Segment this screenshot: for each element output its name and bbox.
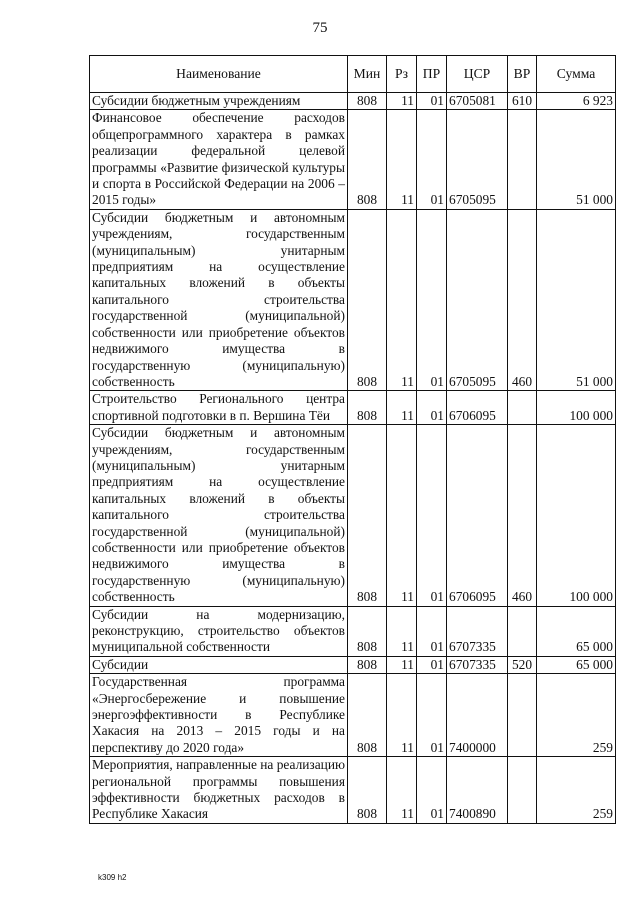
row-min: 808 [348,425,387,606]
row-min: 808 [348,656,387,673]
table-row [90,425,616,606]
row-pr: 01 [417,606,447,656]
row-csr: 6707335 [447,606,508,656]
row-csr: 6705095 [447,209,508,390]
row-min: 808 [348,757,387,824]
table-row [90,209,616,390]
row-pr: 01 [417,391,447,425]
row-pr: 01 [417,656,447,673]
row-rz: 11 [387,674,417,757]
row-min: 808 [348,391,387,425]
row-min: 808 [348,110,387,209]
row-vr: 460 [508,425,537,606]
row-rz: 11 [387,757,417,824]
row-csr: 6705081 [447,93,508,110]
header-rz: Рз [387,56,417,93]
row-sum: 259 [537,674,616,757]
row-pr: 01 [417,757,447,824]
row-rz: 11 [387,391,417,425]
row-vr [508,391,537,425]
row-sum: 51 000 [537,110,616,209]
table-row [90,606,616,656]
footer-code: k309 h2 [98,873,127,882]
row-vr [508,606,537,656]
row-name: Субсидии [90,656,348,673]
row-name: Финансовое обеспечение расходов общепрограммного характера в рамках реализации федеральной целевой программы «Развитие физической культуры и спорта в Российской Федерации на 2006 – 2015 годы» [90,110,348,209]
row-name: Субсидии бюджетным и автономным учреждениям, государственным (муниципальным) унитарным предприятиям на осуществление капитальных вложений в объекты капитального строительства государственной (муниципальной) собственности или приобретение объектов недвижимого имущества в государственную (муниципальную) собственность [90,209,348,390]
table-row [90,674,616,757]
row-pr: 01 [417,93,447,110]
row-min: 808 [348,93,387,110]
row-min: 808 [348,209,387,390]
table-row [90,656,616,673]
row-csr: 6706095 [447,425,508,606]
row-pr: 01 [417,674,447,757]
row-vr: 520 [508,656,537,673]
row-csr: 7400000 [447,674,508,757]
header-vr: ВР [508,56,537,93]
row-sum: 100 000 [537,391,616,425]
row-rz: 11 [387,425,417,606]
row-vr: 610 [508,93,537,110]
row-sum: 100 000 [537,425,616,606]
row-rz: 11 [387,656,417,673]
row-vr [508,674,537,757]
row-sum: 259 [537,757,616,824]
row-rz: 11 [387,110,417,209]
budget-table [89,55,616,824]
row-name: Строительство Регионального центра спортивной подготовки в п. Вершина Тёи [90,391,348,425]
row-pr: 01 [417,425,447,606]
table-row [90,93,616,110]
table-row [90,391,616,425]
table-row [90,757,616,824]
row-name: Субсидии бюджетным и автономным учреждениям, государственным (муниципальным) унитарным предприятиям на осуществление капитальных вложений в объекты капитального строительства государственной (муниципальной) собственности или приобретение объектов недвижимого имущества в государственную (муниципальную) собственность [90,425,348,606]
row-vr [508,757,537,824]
row-rz: 11 [387,606,417,656]
row-vr: 460 [508,209,537,390]
row-sum: 65 000 [537,656,616,673]
row-csr: 6706095 [447,391,508,425]
row-csr: 7400890 [447,757,508,824]
row-pr: 01 [417,110,447,209]
header-min: Мин [348,56,387,93]
row-sum: 51 000 [537,209,616,390]
header-csr: ЦСР [447,56,508,93]
row-vr [508,110,537,209]
header-row [90,56,616,93]
row-name: Субсидии бюджетным учреждениям [90,93,348,110]
header-sum: Сумма [537,56,616,93]
header-pr: ПР [417,56,447,93]
row-sum: 6 923 [537,93,616,110]
row-min: 808 [348,674,387,757]
row-min: 808 [348,606,387,656]
row-name: Мероприятия, направленные на реализацию региональной программы повышения эффективности бюджетных расходов в Республике Хакасия [90,757,348,824]
header-name: Наименование [90,56,348,93]
page-number: 75 [312,20,328,36]
row-sum: 65 000 [537,606,616,656]
row-csr: 6705095 [447,110,508,209]
row-rz: 11 [387,93,417,110]
row-rz: 11 [387,209,417,390]
row-csr: 6707335 [447,656,508,673]
row-name: Субсидии на модернизацию, реконструкцию, строительство объектов муниципальной собственности [90,606,348,656]
table-row [90,110,616,209]
row-name: Государственная программа «Энергосбережение и повышение энергоэффективности в Республике Хакасия на 2013 – 2015 годы и на перспективу до 2020 года» [90,674,348,757]
row-pr: 01 [417,209,447,390]
